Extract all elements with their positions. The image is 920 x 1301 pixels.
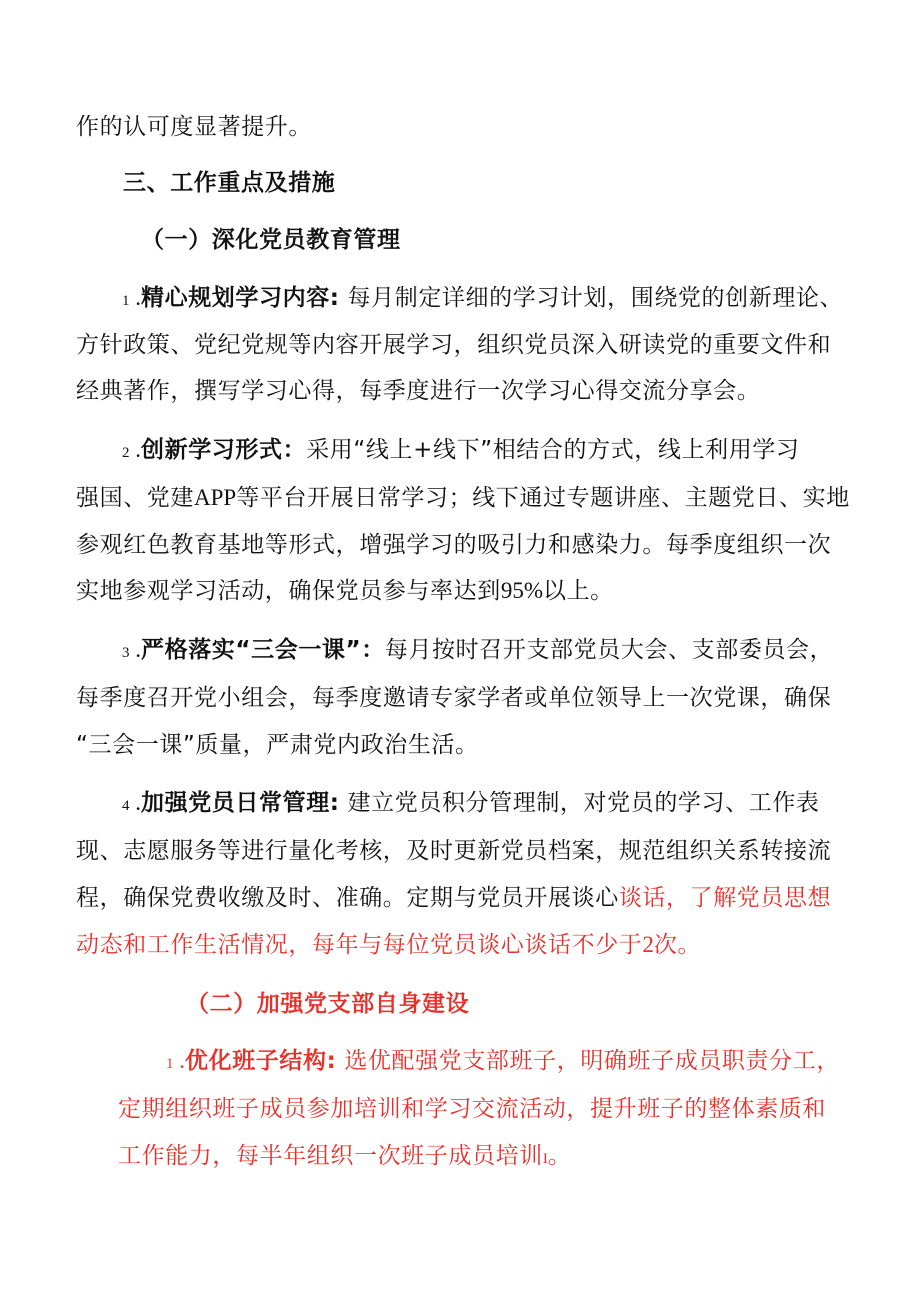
item-title: 加强党员日常管理: — [141, 790, 340, 816]
subsection-heading-text: （一）深化党员教育管理 — [141, 227, 401, 253]
item-text: 强国、党建 — [76, 485, 194, 511]
item-2-line-3 — [76, 530, 831, 560]
item-title: 严格落实“三会一课”： — [141, 637, 385, 663]
highlighted-text: 动态和工作生活情况，每年与每位党员谈心谈话不少于 — [76, 932, 643, 958]
item-separator: . — [129, 790, 141, 815]
subsection-heading-text: （二）加强党支部自身建设 — [186, 991, 470, 1017]
item-text: “三会一课”质量，严肃党内政治生活。 — [76, 732, 479, 758]
item-text: APP — [194, 485, 237, 510]
item-text: 参观红色教育基地等形式，增强学习的吸引力和感染力。每季度组织一次 — [76, 532, 832, 558]
item-number: 1 — [166, 1056, 174, 1072]
item-4-line-1 — [122, 788, 820, 821]
subsection-heading-2 — [186, 989, 469, 1019]
item-text: I — [542, 1151, 548, 1167]
item-2-line-4 — [76, 576, 614, 606]
item-5-line-2 — [118, 1094, 826, 1124]
highlighted-text: 次。 — [653, 932, 702, 958]
item-text: 经典著作，撰写学习心得，每季度进行一次学习心得交流分享会。 — [76, 378, 761, 404]
item-text: 。 — [547, 1143, 572, 1169]
item-4-line-4 — [76, 930, 701, 960]
item-text: 定期组织班子成员参加培训和学习交流活动，提升班子的整体素质和 — [118, 1096, 826, 1122]
item-3-line-1 — [122, 635, 833, 668]
item-text: 实地参观学习活动，确保党员参与率达到 — [76, 578, 501, 604]
item-text: 每季度召开党小组会，每季度邀请专家学者或单位领导上一次党课，确保 — [76, 685, 832, 711]
item-separator: . — [129, 437, 141, 462]
item-text: 每月按时召开支部党员大会、支部委员会， — [384, 637, 834, 663]
item-2-line-2 — [76, 483, 850, 513]
item-title: 精心规划学习内容: — [141, 285, 340, 311]
item-text: 建立党员积分管理制，对党员的学习、工作表 — [347, 790, 820, 816]
item-separator: . — [129, 285, 141, 310]
item-text: 95% — [500, 578, 543, 603]
section-heading-text: 三、工作重点及措施 — [123, 170, 336, 196]
item-separator: . — [173, 1048, 185, 1073]
highlighted-text: 2 — [642, 932, 654, 957]
item-text: 以上。 — [542, 578, 614, 604]
item-number: 1 — [122, 293, 130, 309]
item-text: 选优配强党支部班子，明确班子成员职责分工， — [344, 1048, 840, 1074]
section-heading — [123, 168, 335, 198]
item-number: 4 — [122, 798, 130, 814]
item-3-line-3 — [76, 730, 479, 760]
item-text: 方针政策、党纪党规等内容开展学习，组织党员深入研读党的重要文件和 — [76, 332, 832, 358]
item-1-line-1 — [122, 283, 843, 316]
item-number: 3 — [122, 645, 130, 661]
item-text: 采用“线上+线下”相结合的方式，线上利用学习 — [306, 437, 800, 463]
item-number: 2 — [122, 445, 130, 461]
item-title: 优化班子结构: — [185, 1048, 337, 1074]
item-1-line-3 — [76, 376, 760, 406]
paragraph-tail — [76, 112, 312, 142]
item-5-line-1 — [166, 1046, 840, 1079]
item-text: 程，确保党费收缴及时、准确。定期与党员开展谈心 — [76, 885, 619, 911]
item-title: 创新学习形式： — [141, 437, 307, 463]
highlighted-text: 谈话，了解党员思想 — [618, 885, 832, 911]
paragraph-text: 作的认可度显著提升。 — [76, 114, 312, 140]
item-separator: . — [129, 637, 141, 662]
item-4-line-3 — [76, 883, 831, 913]
item-2-line-1 — [122, 435, 800, 468]
item-text: 现、志愿服务等进行量化考核，及时更新党员档案，规范组织关系转接流 — [76, 838, 832, 864]
item-3-line-2 — [76, 683, 831, 713]
item-text: 等平台开展日常学习；线下通过专题讲座、主题党日、实地 — [236, 485, 850, 511]
item-1-line-2 — [76, 330, 831, 360]
item-4-line-2 — [76, 836, 831, 866]
item-text: 工作能力，每半年组织一次班子成员培训 — [118, 1143, 543, 1169]
subsection-heading-1 — [141, 225, 401, 255]
item-5-line-3 — [118, 1141, 571, 1174]
item-text: 每月制定详细的学习计划，围绕党的创新理论、 — [347, 285, 844, 311]
